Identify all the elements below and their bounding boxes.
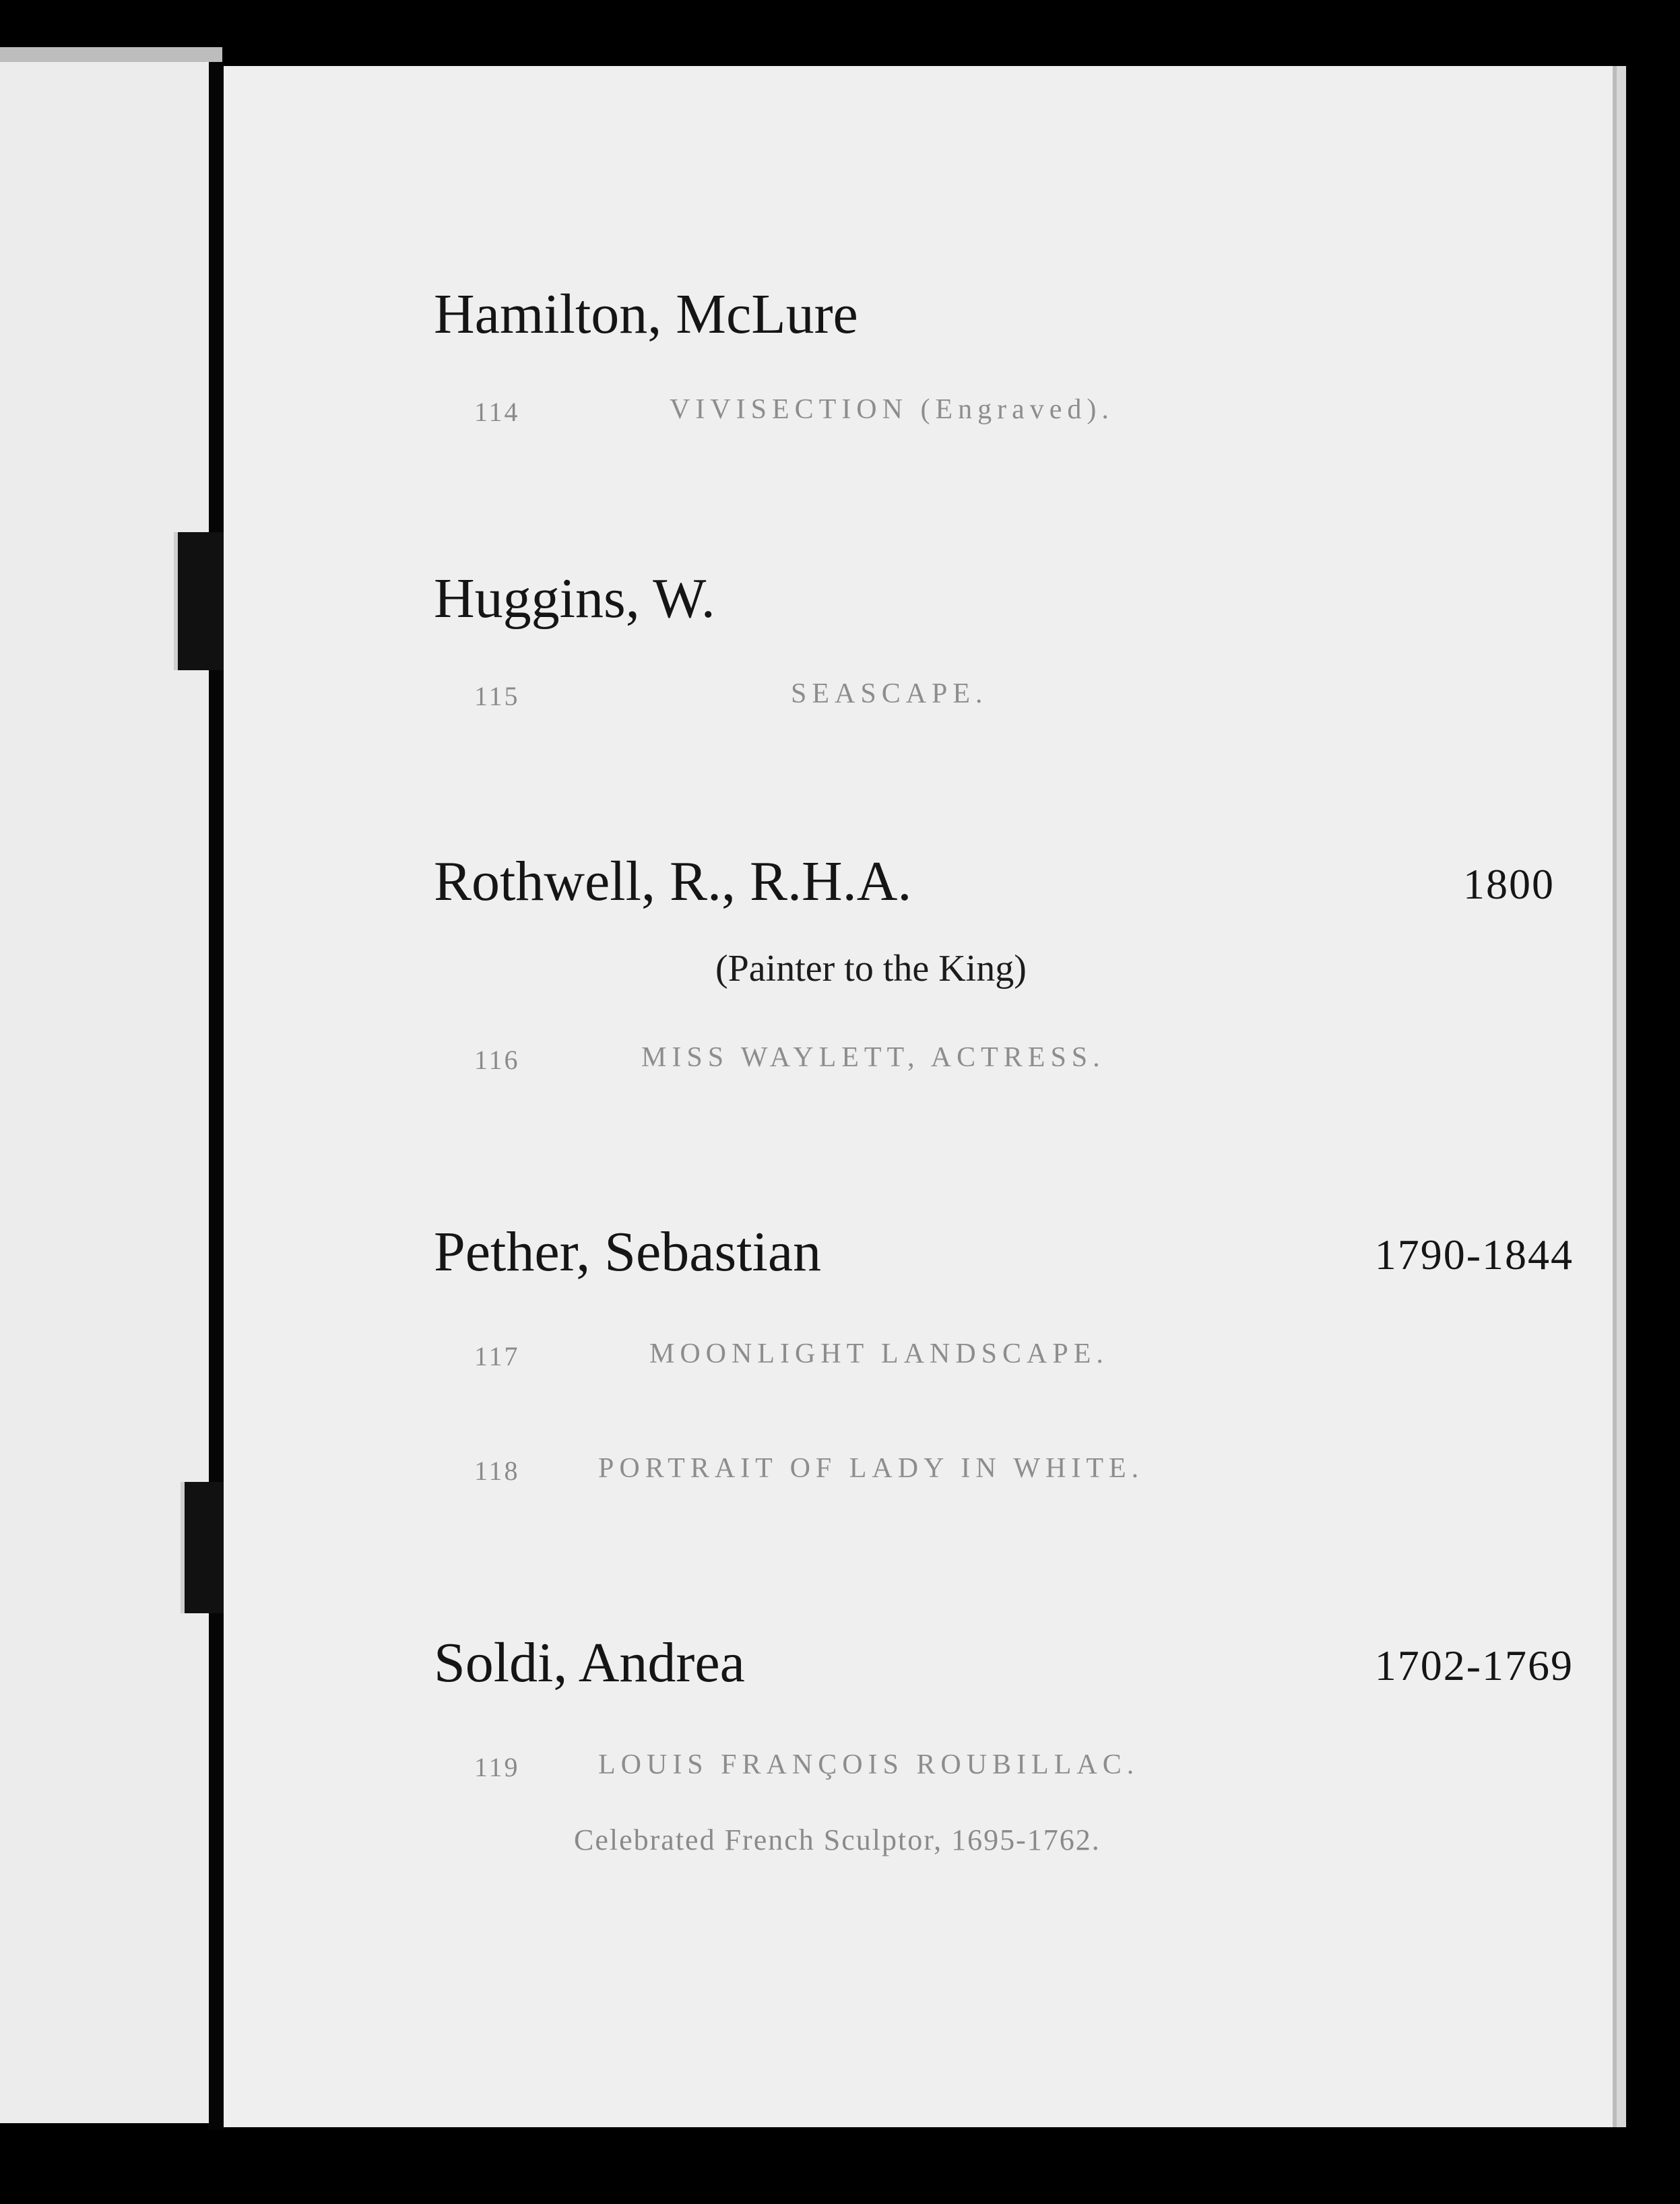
- work-number: 114: [474, 397, 520, 427]
- binding-clip: [181, 1482, 226, 1613]
- work-title: MOONLIGHT LANDSCAPE.: [649, 1338, 1109, 1369]
- facing-page: [0, 62, 209, 2123]
- work-title: PORTRAIT OF LADY IN WHITE.: [598, 1453, 1144, 1484]
- work-number: 116: [474, 1045, 520, 1075]
- artist-name: Hamilton, McLure: [434, 283, 858, 346]
- work-number: 119: [474, 1752, 520, 1782]
- work-title: VIVISECTION (Engraved).: [670, 394, 1114, 425]
- work-subtitle: Celebrated French Sculptor, 1695-1762.: [574, 1823, 1101, 1856]
- work-number: 118: [474, 1456, 520, 1486]
- book-spine: [209, 62, 225, 2130]
- artist-dates: 1702-1769: [1374, 1642, 1574, 1689]
- artist-name: Huggins, W.: [434, 567, 715, 630]
- catalogue-page: [224, 66, 1626, 2127]
- artist-dates: 1800: [1463, 860, 1555, 908]
- binding-clip: [174, 532, 226, 670]
- work-number: 115: [474, 681, 520, 711]
- artist-name: Rothwell, R., R.H.A.: [434, 850, 912, 913]
- artist-dates: 1790-1844: [1374, 1231, 1574, 1278]
- work-title: MISS WAYLETT, ACTRESS.: [641, 1042, 1105, 1073]
- work-number: 117: [474, 1341, 520, 1371]
- artist-name: Pether, Sebastian: [434, 1221, 822, 1283]
- artist-name: Soldi, Andrea: [434, 1631, 745, 1694]
- work-title: LOUIS FRANÇOIS ROUBILLAC.: [598, 1749, 1140, 1780]
- work-title: SEASCAPE.: [791, 678, 988, 709]
- artist-note: (Painter to the King): [715, 948, 1027, 990]
